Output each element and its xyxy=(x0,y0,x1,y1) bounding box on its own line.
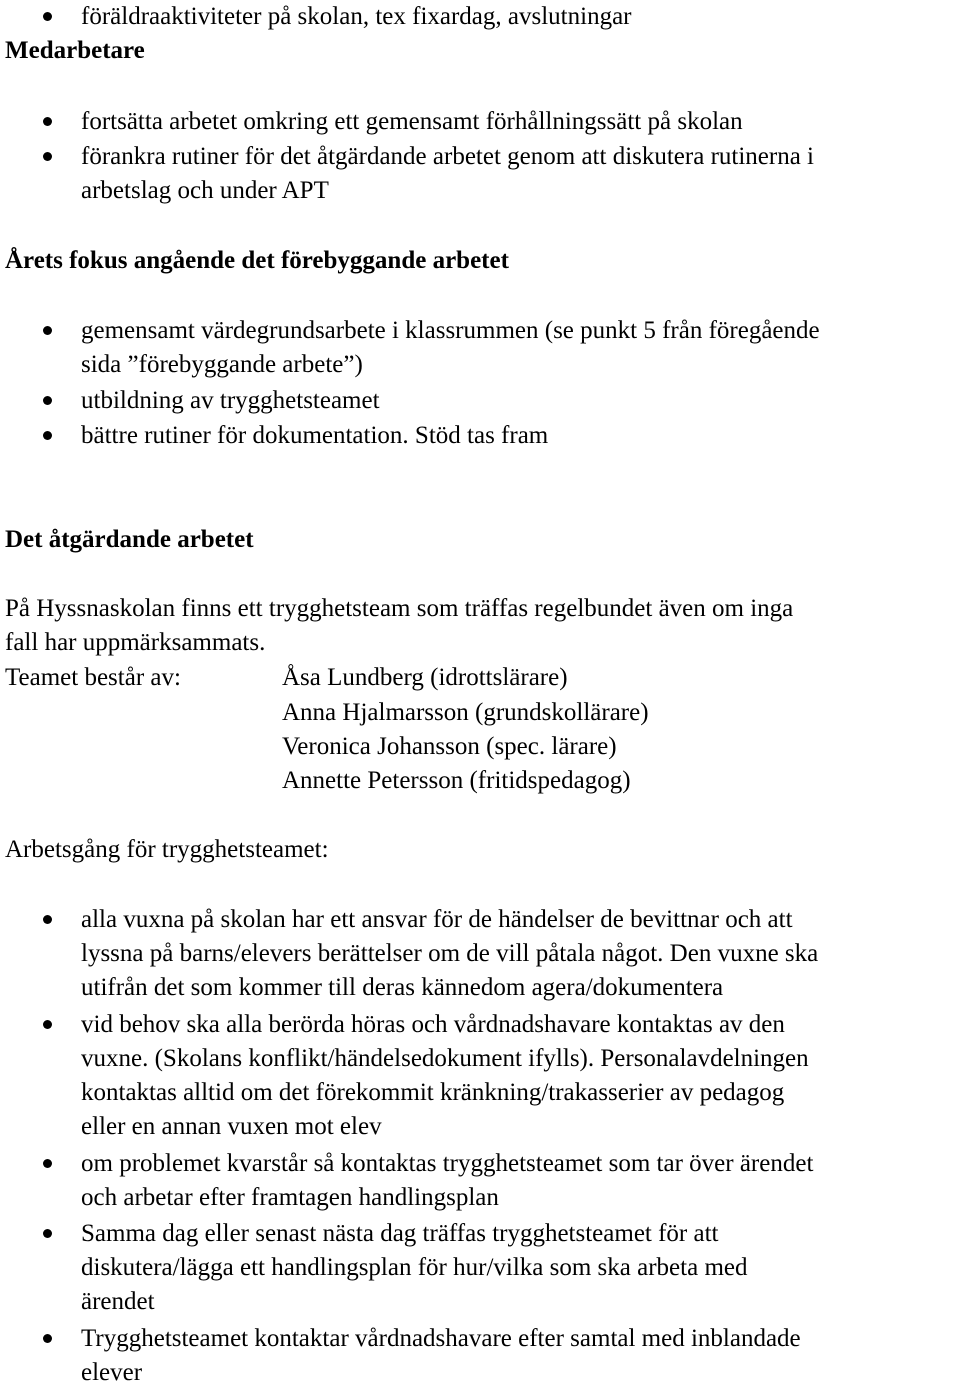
list-item-continuation: och arbetar efter framtagen handlingsplan xyxy=(81,1184,499,1211)
list-item-continuation: elever xyxy=(81,1359,143,1386)
list-item-continuation: utifrån det som kommer till deras kännedom agera/dokumentera xyxy=(81,974,724,1001)
list-item: gemensamt värdegrundsarbete i klassrummen (se punkt 5 från föregående xyxy=(81,317,820,344)
bullet-icon xyxy=(43,915,52,924)
list-item: föräldraaktiviteter på skolan, tex fixardag, avslutningar xyxy=(81,3,632,30)
bullet-icon xyxy=(43,1020,52,1029)
bullet-icon xyxy=(43,1159,52,1168)
list-item: bättre rutiner för dokumentation. Stöd tas fram xyxy=(81,422,549,449)
section-heading-fokus: Årets fokus angående det förebyggande arbetet xyxy=(5,247,509,274)
bullet-icon xyxy=(43,117,52,126)
list-item: fortsätta arbetet omkring ett gemensamt förhållningssätt på skolan xyxy=(81,108,743,135)
team-member: Annette Petersson (fritidspedagog) xyxy=(282,767,631,794)
section-heading-medarbetare: Medarbetare xyxy=(5,37,145,64)
bullet-icon xyxy=(43,431,52,440)
bullet-icon xyxy=(43,1334,52,1343)
list-item-continuation: kontaktas alltid om det förekommit kränkning/trakasserier av pedagog xyxy=(81,1079,785,1106)
list-item-continuation: lyssna på barns/elevers berättelser om de vill påtala något. Den vuxne ska xyxy=(81,940,819,967)
team-label: Teamet består av: xyxy=(5,664,181,691)
team-member: Veronica Johansson (spec. lärare) xyxy=(282,733,617,760)
list-item: Samma dag eller senast nästa dag träffas trygghetsteamet för att xyxy=(81,1220,719,1247)
list-item-continuation: sida ”förebyggande arbete”) xyxy=(81,351,363,378)
list-item: om problemet kvarstår så kontaktas trygghetsteamet som tar över ärendet xyxy=(81,1150,814,1177)
list-item-continuation: ärendet xyxy=(81,1288,155,1315)
list-item: förankra rutiner för det åtgärdande arbetet genom att diskutera rutinerna i xyxy=(81,143,815,170)
bullet-icon xyxy=(43,1229,52,1238)
bullet-icon xyxy=(43,12,52,21)
bullet-icon xyxy=(43,326,52,335)
list-item: utbildning av trygghetsteamet xyxy=(81,387,380,414)
list-item: alla vuxna på skolan har ett ansvar för de händelser de bevittnar och att xyxy=(81,906,793,933)
bullet-icon xyxy=(43,396,52,405)
list-item: Trygghetsteamet kontaktar vårdnadshavare efter samtal med inblandade xyxy=(81,1325,801,1352)
list-item-continuation: arbetslag och under APT xyxy=(81,177,329,204)
team-member: Åsa Lundberg (idrottslärare) xyxy=(282,664,568,691)
list-item-continuation: vuxne. (Skolans konflikt/händelsedokument ifylls). Personalavdelningen xyxy=(81,1045,809,1072)
list-item-continuation: diskutera/lägga ett handlingsplan för hur/vilka som ska arbeta med xyxy=(81,1254,748,1281)
list-item: vid behov ska alla berörda höras och vårdnadshavare kontaktas av den xyxy=(81,1011,785,1038)
team-member: Anna Hjalmarsson (grundskollärare) xyxy=(282,699,649,726)
list-item-continuation: eller en annan vuxen mot elev xyxy=(81,1113,382,1140)
section-heading-atgardande: Det åtgärdande arbetet xyxy=(5,526,254,553)
arbetsgang-label: Arbetsgång för trygghetsteamet: xyxy=(5,836,329,863)
bullet-icon xyxy=(43,152,52,161)
paragraph-line: fall har uppmärksammats. xyxy=(5,629,266,656)
paragraph-line: På Hyssnaskolan finns ett trygghetsteam som träffas regelbundet även om inga xyxy=(5,595,794,622)
